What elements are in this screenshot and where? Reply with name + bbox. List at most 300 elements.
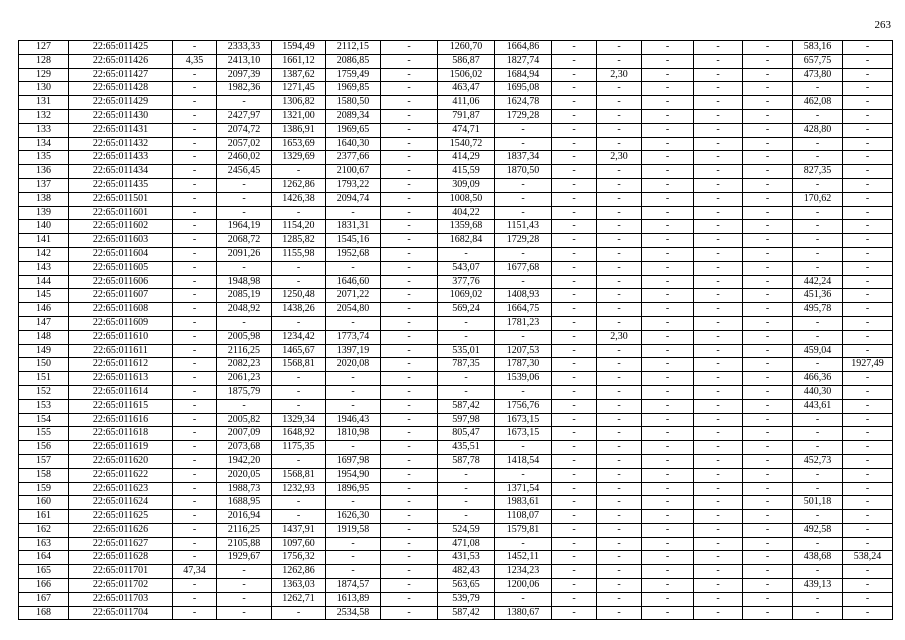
- value-cell: -: [642, 565, 694, 579]
- value-cell: -: [642, 441, 694, 455]
- cadastral-number-cell: 22:65:011614: [69, 385, 173, 399]
- value-cell: 411,06: [438, 96, 495, 110]
- value-cell: -: [173, 551, 217, 565]
- value-cell: -: [173, 289, 217, 303]
- value-cell: 535,01: [438, 344, 495, 358]
- value-cell: -: [743, 96, 793, 110]
- value-cell: -: [326, 316, 381, 330]
- value-cell: -: [217, 565, 272, 579]
- value-cell: -: [642, 592, 694, 606]
- cadastral-number-cell: 22:65:011607: [69, 289, 173, 303]
- table-row: [19, 220, 893, 234]
- value-cell: -: [743, 551, 793, 565]
- table-row: [19, 579, 893, 593]
- value-cell: -: [552, 399, 597, 413]
- value-cell: -: [694, 68, 743, 82]
- value-cell: -: [642, 220, 694, 234]
- value-cell: -: [438, 468, 495, 482]
- value-cell: -: [642, 151, 694, 165]
- value-cell: -: [552, 123, 597, 137]
- value-cell: -: [843, 220, 893, 234]
- value-cell: -: [597, 41, 642, 55]
- value-cell: -: [173, 234, 217, 248]
- value-cell: -: [173, 275, 217, 289]
- cadastral-number-cell: 22:65:011701: [69, 565, 173, 579]
- row-number-cell: 166: [19, 579, 69, 593]
- table-row: [19, 427, 893, 441]
- value-cell: -: [381, 358, 438, 372]
- row-number-cell: 133: [19, 123, 69, 137]
- value-cell: -: [552, 372, 597, 386]
- cadastral-number-cell: 22:65:011603: [69, 234, 173, 248]
- value-cell: -: [438, 510, 495, 524]
- value-cell: -: [217, 206, 272, 220]
- table-row: [19, 468, 893, 482]
- value-cell: -: [843, 372, 893, 386]
- value-cell: 1175,35: [272, 441, 326, 455]
- value-cell: -: [793, 358, 843, 372]
- value-cell: 442,24: [793, 275, 843, 289]
- value-cell: -: [552, 192, 597, 206]
- value-cell: -: [173, 165, 217, 179]
- value-cell: 2534,58: [326, 606, 381, 620]
- value-cell: 1756,32: [272, 551, 326, 565]
- row-number-cell: 137: [19, 178, 69, 192]
- value-cell: 1661,12: [272, 54, 326, 68]
- value-cell: -: [642, 178, 694, 192]
- value-cell: -: [694, 275, 743, 289]
- value-cell: -: [793, 592, 843, 606]
- value-cell: -: [326, 399, 381, 413]
- value-cell: -: [597, 96, 642, 110]
- table-row: [19, 96, 893, 110]
- value-cell: -: [743, 206, 793, 220]
- value-cell: -: [173, 96, 217, 110]
- row-number-cell: 152: [19, 385, 69, 399]
- value-cell: 1232,93: [272, 482, 326, 496]
- value-cell: -: [173, 579, 217, 593]
- value-cell: -: [597, 551, 642, 565]
- row-number-cell: 141: [19, 234, 69, 248]
- value-cell: 1942,20: [217, 454, 272, 468]
- value-cell: 1151,43: [495, 220, 552, 234]
- value-cell: 2333,33: [217, 41, 272, 55]
- value-cell: -: [743, 441, 793, 455]
- value-cell: 2116,25: [217, 523, 272, 537]
- value-cell: -: [381, 565, 438, 579]
- value-cell: -: [552, 68, 597, 82]
- value-cell: 2082,23: [217, 358, 272, 372]
- value-cell: -: [843, 123, 893, 137]
- value-cell: -: [597, 523, 642, 537]
- value-cell: -: [743, 275, 793, 289]
- value-cell: -: [743, 427, 793, 441]
- value-cell: -: [381, 206, 438, 220]
- value-cell: -: [642, 510, 694, 524]
- value-cell: -: [642, 275, 694, 289]
- table-row: [19, 303, 893, 317]
- value-cell: -: [743, 523, 793, 537]
- value-cell: 1646,60: [326, 275, 381, 289]
- table-row: [19, 496, 893, 510]
- value-cell: -: [381, 41, 438, 55]
- value-cell: -: [743, 399, 793, 413]
- value-cell: -: [793, 441, 843, 455]
- value-cell: -: [381, 468, 438, 482]
- value-cell: -: [552, 261, 597, 275]
- cadastral-number-cell: 22:65:011702: [69, 579, 173, 593]
- value-cell: -: [173, 192, 217, 206]
- value-cell: -: [597, 220, 642, 234]
- table-row: [19, 399, 893, 413]
- value-cell: -: [495, 592, 552, 606]
- value-cell: 2005,82: [217, 413, 272, 427]
- value-cell: 170,62: [793, 192, 843, 206]
- value-cell: -: [495, 192, 552, 206]
- value-cell: 1653,69: [272, 137, 326, 151]
- value-cell: -: [173, 137, 217, 151]
- cadastral-number-cell: 22:65:011620: [69, 454, 173, 468]
- value-cell: 1008,50: [438, 192, 495, 206]
- value-cell: -: [272, 510, 326, 524]
- table-row: [19, 330, 893, 344]
- value-cell: -: [381, 523, 438, 537]
- value-cell: 827,35: [793, 165, 843, 179]
- value-cell: -: [793, 151, 843, 165]
- value-cell: -: [381, 330, 438, 344]
- cadastral-number-cell: 22:65:011704: [69, 606, 173, 620]
- value-cell: -: [843, 330, 893, 344]
- table-row: [19, 206, 893, 220]
- value-cell: -: [173, 247, 217, 261]
- table-row: [19, 316, 893, 330]
- value-cell: 452,73: [793, 454, 843, 468]
- value-cell: -: [173, 510, 217, 524]
- cadastral-number-cell: 22:65:011434: [69, 165, 173, 179]
- value-cell: -: [495, 137, 552, 151]
- value-cell: -: [793, 82, 843, 96]
- value-cell: -: [743, 165, 793, 179]
- value-cell: -: [173, 316, 217, 330]
- value-cell: 583,16: [793, 41, 843, 55]
- value-cell: -: [642, 41, 694, 55]
- cadastral-number-cell: 22:65:011501: [69, 192, 173, 206]
- value-cell: -: [743, 385, 793, 399]
- value-cell: -: [381, 496, 438, 510]
- table-row: [19, 592, 893, 606]
- value-cell: 1964,19: [217, 220, 272, 234]
- row-number-cell: 153: [19, 399, 69, 413]
- value-cell: -: [743, 234, 793, 248]
- value-cell: 466,36: [793, 372, 843, 386]
- value-cell: -: [272, 606, 326, 620]
- value-cell: -: [642, 109, 694, 123]
- row-number-cell: 146: [19, 303, 69, 317]
- row-number-cell: 155: [19, 427, 69, 441]
- value-cell: -: [552, 427, 597, 441]
- value-cell: -: [552, 109, 597, 123]
- value-cell: -: [552, 178, 597, 192]
- row-number-cell: 164: [19, 551, 69, 565]
- value-cell: -: [173, 68, 217, 82]
- value-cell: -: [173, 385, 217, 399]
- value-cell: -: [642, 289, 694, 303]
- value-cell: -: [743, 510, 793, 524]
- value-cell: 1875,79: [217, 385, 272, 399]
- value-cell: 377,76: [438, 275, 495, 289]
- row-number-cell: 132: [19, 109, 69, 123]
- value-cell: -: [694, 344, 743, 358]
- value-cell: -: [173, 592, 217, 606]
- value-cell: -: [843, 413, 893, 427]
- value-cell: -: [843, 151, 893, 165]
- value-cell: -: [381, 413, 438, 427]
- value-cell: 597,98: [438, 413, 495, 427]
- value-cell: -: [642, 96, 694, 110]
- cadastral-number-cell: 22:65:011626: [69, 523, 173, 537]
- value-cell: 1673,15: [495, 427, 552, 441]
- value-cell: -: [495, 178, 552, 192]
- value-cell: -: [843, 427, 893, 441]
- value-cell: -: [793, 565, 843, 579]
- value-cell: -: [694, 178, 743, 192]
- value-cell: -: [552, 565, 597, 579]
- value-cell: -: [272, 165, 326, 179]
- value-cell: -: [793, 206, 843, 220]
- value-cell: 1437,91: [272, 523, 326, 537]
- value-cell: 1827,74: [495, 54, 552, 68]
- value-cell: -: [173, 261, 217, 275]
- value-cell: -: [597, 178, 642, 192]
- value-cell: -: [743, 54, 793, 68]
- value-cell: -: [743, 261, 793, 275]
- value-cell: 1773,74: [326, 330, 381, 344]
- value-cell: 2105,88: [217, 537, 272, 551]
- value-cell: 435,51: [438, 441, 495, 455]
- cadastral-number-cell: 22:65:011613: [69, 372, 173, 386]
- value-cell: -: [843, 344, 893, 358]
- value-cell: -: [642, 316, 694, 330]
- row-number-cell: 148: [19, 330, 69, 344]
- value-cell: -: [694, 551, 743, 565]
- value-cell: -: [381, 151, 438, 165]
- cadastral-number-cell: 22:65:011432: [69, 137, 173, 151]
- cadastral-number-cell: 22:65:011628: [69, 551, 173, 565]
- value-cell: -: [381, 68, 438, 82]
- value-cell: -: [552, 358, 597, 372]
- value-cell: -: [642, 82, 694, 96]
- value-cell: -: [381, 275, 438, 289]
- value-cell: 2116,25: [217, 344, 272, 358]
- value-cell: 428,80: [793, 123, 843, 137]
- value-cell: 1952,68: [326, 247, 381, 261]
- value-cell: 1729,28: [495, 109, 552, 123]
- value-cell: -: [597, 261, 642, 275]
- value-cell: 1831,31: [326, 220, 381, 234]
- value-cell: -: [597, 537, 642, 551]
- value-cell: -: [326, 206, 381, 220]
- value-cell: 1594,49: [272, 41, 326, 55]
- value-cell: -: [743, 454, 793, 468]
- row-number-cell: 159: [19, 482, 69, 496]
- cadastral-number-cell: 22:65:011627: [69, 537, 173, 551]
- value-cell: -: [381, 123, 438, 137]
- value-cell: -: [272, 206, 326, 220]
- row-number-cell: 127: [19, 41, 69, 55]
- value-cell: 1759,49: [326, 68, 381, 82]
- table-row: [19, 137, 893, 151]
- value-cell: -: [381, 220, 438, 234]
- value-cell: -: [173, 454, 217, 468]
- value-cell: 2071,22: [326, 289, 381, 303]
- value-cell: 1540,72: [438, 137, 495, 151]
- cadastral-number-cell: 22:65:011616: [69, 413, 173, 427]
- value-cell: -: [381, 316, 438, 330]
- table-body: [19, 41, 893, 620]
- value-cell: -: [173, 151, 217, 165]
- value-cell: -: [843, 206, 893, 220]
- value-cell: 309,09: [438, 178, 495, 192]
- value-cell: 1677,68: [495, 261, 552, 275]
- row-number-cell: 128: [19, 54, 69, 68]
- value-cell: -: [173, 206, 217, 220]
- value-cell: -: [597, 482, 642, 496]
- value-cell: -: [597, 234, 642, 248]
- value-cell: -: [381, 234, 438, 248]
- value-cell: 2112,15: [326, 41, 381, 55]
- value-cell: 4,35: [173, 54, 217, 68]
- value-cell: 1380,67: [495, 606, 552, 620]
- value-cell: -: [173, 413, 217, 427]
- value-cell: -: [552, 137, 597, 151]
- value-cell: -: [694, 247, 743, 261]
- value-cell: -: [597, 289, 642, 303]
- cadastral-number-cell: 22:65:011430: [69, 109, 173, 123]
- value-cell: -: [743, 303, 793, 317]
- value-cell: 1896,95: [326, 482, 381, 496]
- value-cell: -: [743, 82, 793, 96]
- value-cell: 1673,15: [495, 413, 552, 427]
- value-cell: -: [326, 551, 381, 565]
- value-cell: 1580,50: [326, 96, 381, 110]
- value-cell: -: [694, 109, 743, 123]
- value-cell: 1438,26: [272, 303, 326, 317]
- value-cell: 495,78: [793, 303, 843, 317]
- row-number-cell: 157: [19, 454, 69, 468]
- value-cell: -: [381, 551, 438, 565]
- value-cell: 1321,00: [272, 109, 326, 123]
- value-cell: -: [793, 316, 843, 330]
- value-cell: 2100,67: [326, 165, 381, 179]
- value-cell: -: [793, 468, 843, 482]
- value-cell: -: [843, 510, 893, 524]
- value-cell: -: [694, 358, 743, 372]
- value-cell: -: [843, 82, 893, 96]
- value-cell: -: [173, 123, 217, 137]
- value-cell: -: [793, 220, 843, 234]
- value-cell: -: [793, 413, 843, 427]
- cadastral-number-cell: 22:65:011610: [69, 330, 173, 344]
- value-cell: 1306,82: [272, 96, 326, 110]
- value-cell: -: [694, 151, 743, 165]
- value-cell: -: [793, 427, 843, 441]
- value-cell: 47,34: [173, 565, 217, 579]
- value-cell: 2061,23: [217, 372, 272, 386]
- value-cell: -: [843, 68, 893, 82]
- row-number-cell: 142: [19, 247, 69, 261]
- value-cell: -: [743, 330, 793, 344]
- value-cell: -: [326, 372, 381, 386]
- row-number-cell: 162: [19, 523, 69, 537]
- value-cell: -: [381, 606, 438, 620]
- row-number-cell: 167: [19, 592, 69, 606]
- value-cell: -: [642, 330, 694, 344]
- table-row: [19, 151, 893, 165]
- value-cell: -: [843, 496, 893, 510]
- value-cell: -: [743, 137, 793, 151]
- value-cell: -: [597, 579, 642, 593]
- value-cell: -: [552, 247, 597, 261]
- value-cell: 1874,57: [326, 579, 381, 593]
- value-cell: 462,08: [793, 96, 843, 110]
- value-cell: -: [552, 54, 597, 68]
- value-cell: 2073,68: [217, 441, 272, 455]
- value-cell: 440,30: [793, 385, 843, 399]
- value-cell: -: [381, 96, 438, 110]
- value-cell: -: [694, 96, 743, 110]
- value-cell: -: [843, 523, 893, 537]
- value-cell: 1729,28: [495, 234, 552, 248]
- value-cell: -: [642, 537, 694, 551]
- value-cell: -: [597, 399, 642, 413]
- value-cell: -: [743, 316, 793, 330]
- value-cell: 1069,02: [438, 289, 495, 303]
- value-cell: -: [552, 289, 597, 303]
- value-cell: -: [381, 247, 438, 261]
- value-cell: 414,29: [438, 151, 495, 165]
- value-cell: -: [694, 41, 743, 55]
- value-cell: 451,36: [793, 289, 843, 303]
- value-cell: -: [173, 372, 217, 386]
- value-cell: -: [381, 385, 438, 399]
- cadastral-number-cell: 22:65:011605: [69, 261, 173, 275]
- value-cell: -: [793, 261, 843, 275]
- value-cell: -: [552, 165, 597, 179]
- value-cell: -: [597, 385, 642, 399]
- value-cell: -: [381, 137, 438, 151]
- value-cell: -: [843, 137, 893, 151]
- value-cell: -: [843, 41, 893, 55]
- value-cell: 1810,98: [326, 427, 381, 441]
- value-cell: 1664,86: [495, 41, 552, 55]
- value-cell: -: [642, 496, 694, 510]
- value-cell: -: [743, 344, 793, 358]
- value-cell: 1682,84: [438, 234, 495, 248]
- table-row: [19, 441, 893, 455]
- value-cell: 1695,08: [495, 82, 552, 96]
- cadastral-number-cell: 22:65:011703: [69, 592, 173, 606]
- table-row: [19, 413, 893, 427]
- value-cell: 473,80: [793, 68, 843, 82]
- row-number-cell: 160: [19, 496, 69, 510]
- value-cell: 1579,81: [495, 523, 552, 537]
- value-cell: 539,79: [438, 592, 495, 606]
- row-number-cell: 149: [19, 344, 69, 358]
- value-cell: -: [694, 399, 743, 413]
- value-cell: -: [793, 510, 843, 524]
- value-cell: -: [173, 496, 217, 510]
- value-cell: -: [743, 468, 793, 482]
